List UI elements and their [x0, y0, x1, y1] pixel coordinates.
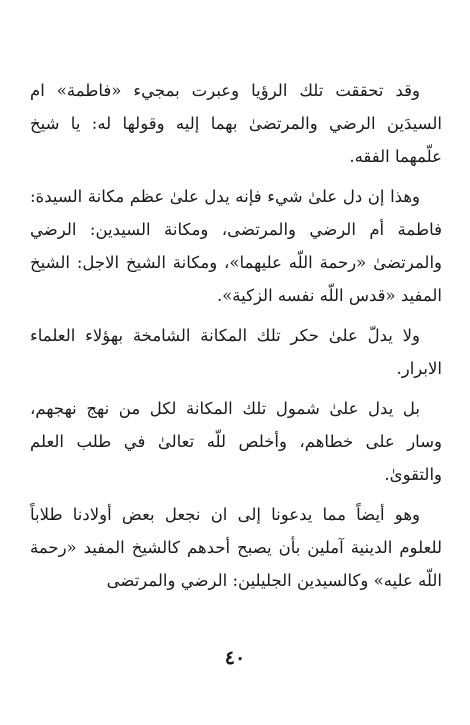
paragraph-2: وهذا إن دل علىٰ شيء فإنه يدل علىٰ عظم مكانة السيدة: فاطمة أم الرضي والمرتضى، ومكانة السيدين: الرضي والمرتضىٰ «رحمة اللّه عليهما»، ومكانة الشيخ الاجل: الشيخ المفيد «قدس اللّه نفسه الزكية».	[30, 187, 442, 305]
paragraph-4: بل يدل علىٰ شمول تلك المكانة لكل من نهج نهجهم، وسار على خطاهم، وأخلص للّه تعالىٰ في طلب العلم والتقوىٰ.	[30, 399, 442, 484]
paragraph-5: وهو أيضاً مما يدعونا إلى ان نجعل بعض أولادنا طلاباً للعلوم الدينية آملين بأن يصبح أحدهم كالشيخ المفيد «رحمة اللّه عليه» وكالسيدين الجليلين: الرضي والمرتضى	[30, 505, 442, 590]
page-number: ٤٠	[224, 647, 246, 669]
body-text	[30, 74, 442, 597]
paragraph-3: ولا يدلّ علىٰ حكر تلك المكانة الشامخة بهؤلاء العلماء الابرار.	[30, 326, 442, 378]
paragraph-1: وقد تحققت تلك الرؤيا وعبرت بمجيء «فاطمة» ام السيدَين الرضي والمرتضىٰ بهما إليه وقولها له: يا شيخ علّمهما الفقه.	[30, 81, 442, 166]
